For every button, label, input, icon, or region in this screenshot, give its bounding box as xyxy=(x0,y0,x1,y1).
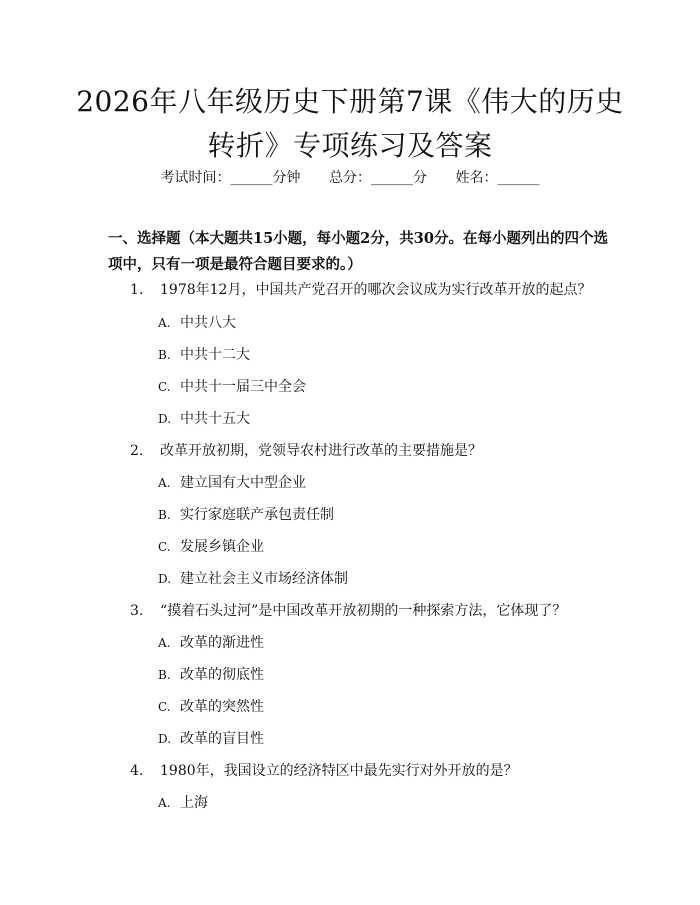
option-letter: B. xyxy=(158,348,171,362)
title-line-1: 2026年八年级历史下册第7课《伟大的历史 xyxy=(76,85,624,118)
question-text: 1978年12月，中国共产党召开的哪次会议成为实行改革开放的起点？ xyxy=(160,282,592,298)
exam-time-field: 考试时间：______分钟 xyxy=(160,170,301,186)
section-header-line-2: 项中，只有一项是最符合题目要求的。） xyxy=(108,256,362,273)
question-4-stem xyxy=(130,761,610,781)
title-line-2: 转折》专项练习及答案 xyxy=(207,129,493,162)
question-1-stem xyxy=(130,280,610,300)
student-name-field: 姓名：______ xyxy=(455,170,540,186)
option-text: 改革的彻底性 xyxy=(180,667,264,683)
question-3-option-b xyxy=(158,665,608,685)
question-3-stem xyxy=(130,601,610,621)
option-letter: C. xyxy=(158,380,171,394)
question-text: “摸着石头过河”是中国改革开放初期的一种探索方法，它体现了？ xyxy=(160,603,567,619)
option-text: 中共十一届三中全会 xyxy=(180,379,306,395)
question-number: 3. xyxy=(130,603,144,619)
section-header xyxy=(108,226,608,278)
question-2-option-d xyxy=(158,569,608,589)
option-letter: A. xyxy=(158,636,171,650)
option-text: 建立国有大中型企业 xyxy=(180,475,306,491)
question-2-option-b xyxy=(158,505,608,525)
document-title xyxy=(60,80,640,168)
question-3-option-c xyxy=(158,697,608,717)
question-3-option-a xyxy=(158,633,608,653)
question-number: 4. xyxy=(130,763,144,779)
option-text: 中共十二大 xyxy=(180,347,250,363)
question-1-option-a xyxy=(158,313,608,333)
option-letter: A. xyxy=(158,316,171,330)
option-text: 改革的渐进性 xyxy=(180,635,264,651)
question-2-stem xyxy=(130,441,610,461)
question-1-option-c xyxy=(158,377,608,397)
question-4-option-a xyxy=(158,793,608,813)
question-text: 改革开放初期，党领导农村进行改革的主要措施是？ xyxy=(160,443,482,459)
question-number: 1. xyxy=(130,282,144,298)
option-text: 实行家庭联产承包责任制 xyxy=(180,507,334,523)
question-1-option-b xyxy=(158,345,608,365)
section-header-line-1: 一、选择题（本大题共15小题，每小题2分，共30分。在每小题列出的四个选 xyxy=(108,230,608,247)
option-letter: D. xyxy=(158,412,172,426)
total-score-field: 总分：______分 xyxy=(329,170,427,186)
option-text: 改革的盲目性 xyxy=(180,731,264,747)
option-letter: C. xyxy=(158,700,171,714)
option-text: 建立社会主义市场经济体制 xyxy=(180,571,348,587)
option-letter: C. xyxy=(158,540,171,554)
option-text: 发展乡镇企业 xyxy=(180,539,264,555)
question-1-option-d xyxy=(158,409,608,429)
option-letter: A. xyxy=(158,476,171,490)
option-text: 中共十五大 xyxy=(180,411,250,427)
option-letter: D. xyxy=(158,732,172,746)
option-text: 改革的突然性 xyxy=(180,699,264,715)
exam-info xyxy=(0,168,700,188)
question-2-option-c xyxy=(158,537,608,557)
option-letter: B. xyxy=(158,668,171,682)
question-text: 1980年，我国设立的经济特区中最先实行对外开放的是？ xyxy=(160,763,518,779)
option-text: 上海 xyxy=(180,795,208,811)
question-number: 2. xyxy=(130,443,144,459)
option-letter: D. xyxy=(158,572,172,586)
question-3-option-d xyxy=(158,729,608,749)
option-letter: A. xyxy=(158,796,171,810)
option-text: 中共八大 xyxy=(180,315,236,331)
option-letter: B. xyxy=(158,508,171,522)
question-2-option-a xyxy=(158,473,608,493)
